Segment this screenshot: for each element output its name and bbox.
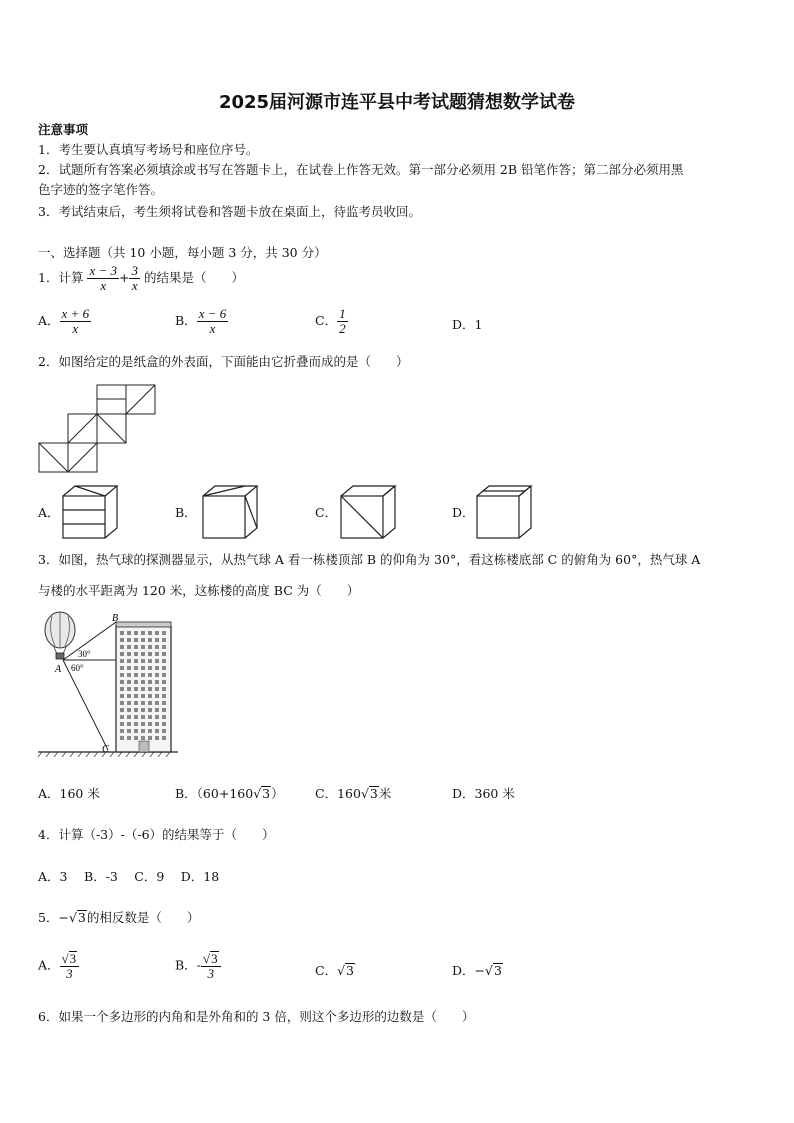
building-window: [148, 673, 152, 677]
building-window: [148, 736, 152, 740]
building-window: [162, 659, 166, 663]
q2-option-d: D．: [452, 505, 475, 520]
q4-options: A．3 B．-3 C．9 D．18: [38, 869, 220, 884]
q1-option-d: D．1: [452, 317, 483, 332]
building-window: [141, 659, 145, 663]
building-window: [127, 659, 131, 663]
q2-cube-c: [338, 484, 400, 542]
building-window: [141, 666, 145, 670]
building-window: [155, 673, 159, 677]
building-window: [148, 652, 152, 656]
building-window: [127, 708, 131, 712]
q1-option-b: B． $\frac{x - 6}{x}$: [175, 306, 227, 336]
question-3-line-1: 3．如图，热气球的探测器显示，从热气球 A 看一栋楼顶部 B 的仰角为 30°，看这栋楼底部 C 的俯角为 60°，热气球 A: [38, 552, 701, 567]
q3-option-b: B．（60+160√3）: [175, 786, 284, 801]
building-window: [155, 645, 159, 649]
building-window: [134, 694, 138, 698]
angle-60-label: 60°: [71, 663, 84, 673]
building-window: [120, 694, 124, 698]
question-4: 4．计算（-3）-（-6）的结果等于（ ）: [38, 827, 275, 842]
q2-cube-d: [474, 484, 536, 542]
building-window: [127, 673, 131, 677]
building-window: [134, 708, 138, 712]
building-window: [155, 687, 159, 691]
building-window: [155, 652, 159, 656]
question-5: 5．−√3的相反数是（ ）: [38, 910, 200, 925]
building-window: [141, 694, 145, 698]
q5-option-a: A． $\frac{√3}{3}$: [38, 951, 79, 981]
section-heading: 一、选择题（共 10 小题，每小题 3 分，共 30 分）: [38, 245, 327, 260]
building-window: [127, 694, 131, 698]
building-window: [162, 680, 166, 684]
building-window: [162, 652, 166, 656]
building-window: [120, 638, 124, 642]
building-window: [141, 673, 145, 677]
building-window: [162, 666, 166, 670]
building-window: [141, 645, 145, 649]
building-window: [162, 694, 166, 698]
building-window: [134, 722, 138, 726]
building-window: [148, 715, 152, 719]
building-window: [162, 708, 166, 712]
building-window: [120, 666, 124, 670]
building-window: [134, 638, 138, 642]
building-window: [127, 687, 131, 691]
building-window: [155, 736, 159, 740]
building-window: [141, 701, 145, 705]
building-window: [162, 673, 166, 677]
point-b-label: B: [112, 613, 119, 624]
q2-option-c: C．: [315, 505, 338, 520]
building-window: [127, 701, 131, 705]
building-window: [134, 701, 138, 705]
building-window: [162, 638, 166, 642]
question-1: 1．计算 $\frac{x - 3}{x}$ + $\frac{3}{x}$ 的结果是（ ）: [38, 263, 244, 293]
building-window: [134, 673, 138, 677]
building-window: [148, 680, 152, 684]
q2-option-a: A．: [38, 505, 60, 520]
building-window: [141, 652, 145, 656]
building-window: [148, 666, 152, 670]
building-window: [120, 680, 124, 684]
building-window: [134, 680, 138, 684]
building-window: [120, 645, 124, 649]
building-window: [120, 631, 124, 635]
building-window: [155, 666, 159, 670]
building-window: [155, 701, 159, 705]
balloon-building-figure: [38, 610, 178, 758]
q3-option-a: A．160 米: [38, 786, 100, 801]
building-window: [120, 659, 124, 663]
building-window: [127, 645, 131, 649]
building-window: [127, 638, 131, 642]
cube-net-figure: [38, 384, 163, 476]
q5-option-d: D．−√3: [452, 963, 502, 978]
building-window: [127, 729, 131, 733]
building-window: [148, 659, 152, 663]
building-window: [141, 638, 145, 642]
building-window: [120, 673, 124, 677]
building-window: [155, 694, 159, 698]
building-window: [127, 666, 131, 670]
building-window: [155, 638, 159, 642]
building-window: [134, 729, 138, 733]
q3-option-c: C．160√3米: [315, 786, 392, 801]
q2-cube-a: [60, 484, 122, 542]
building-window: [127, 680, 131, 684]
q5-option-b: B．- $\frac{√3}{3}$: [175, 951, 221, 981]
building-window: [155, 659, 159, 663]
building-window: [141, 687, 145, 691]
building-window: [134, 736, 138, 740]
building-window: [141, 708, 145, 712]
building-window: [162, 722, 166, 726]
building-window: [141, 715, 145, 719]
notice-item-2-cont: 色字迹的签字笔作答。: [38, 182, 164, 197]
building-window: [148, 708, 152, 712]
building-window: [148, 645, 152, 649]
building-window: [120, 708, 124, 712]
question-3-line-2: 与楼的水平距离为 120 米，这栋楼的高度 BC 为（ ）: [38, 583, 360, 598]
building-window: [120, 701, 124, 705]
question-2: 2．如图给定的是纸盒的外表面，下面能由它折叠而成的是（ ）: [38, 354, 409, 369]
building-window: [148, 638, 152, 642]
building-window: [155, 708, 159, 712]
notice-item-3: 3．考试结束后，考生须将试卷和答题卡放在桌面上，待监考员收回。: [38, 204, 421, 219]
building-window: [134, 666, 138, 670]
building-window: [141, 729, 145, 733]
building-window: [155, 680, 159, 684]
building-window: [162, 729, 166, 733]
angle-30-label: 30°: [78, 649, 91, 659]
point-a-label: A: [55, 664, 62, 675]
building-window: [141, 680, 145, 684]
building-window: [120, 652, 124, 656]
building-window: [120, 729, 124, 733]
building-window: [162, 701, 166, 705]
building-window: [127, 715, 131, 719]
building-window: [148, 729, 152, 733]
notice-item-2: 2．试题所有答案必须填涂或书写在答题卡上，在试卷上作答无效。第一部分必须用 2B 铅笔作答；第二部分必须用黑: [38, 162, 684, 177]
building-window: [127, 631, 131, 635]
building-window: [162, 631, 166, 635]
building-window: [134, 715, 138, 719]
building-window: [148, 631, 152, 635]
notice-item-1: 1．考生要认真填写考场号和座位序号。: [38, 142, 259, 157]
q1-option-a: A． $\frac{x + 6}{x}$: [38, 306, 90, 336]
building-window: [155, 729, 159, 733]
q2-option-b: B．: [175, 505, 197, 520]
page-title: 2025届河源市连平县中考试题猜想数学试卷: [218, 92, 576, 113]
building-window: [120, 687, 124, 691]
building-window: [134, 659, 138, 663]
building-window: [162, 736, 166, 740]
building-window: [148, 687, 152, 691]
building-window: [127, 652, 131, 656]
building-window: [127, 722, 131, 726]
question-6: 6．如果一个多边形的内角和是外角和的 3 倍，则这个多边形的边数是（ ）: [38, 1009, 475, 1024]
building-window: [134, 652, 138, 656]
q2-cube-b: [200, 484, 262, 542]
notice-heading: 注意事项: [38, 122, 89, 137]
building-window: [148, 694, 152, 698]
building-window: [134, 687, 138, 691]
building-window: [120, 722, 124, 726]
building-window: [162, 687, 166, 691]
building-window: [148, 701, 152, 705]
point-c-label: C: [102, 744, 109, 755]
building-window: [155, 631, 159, 635]
building-window: [120, 736, 124, 740]
building-window: [120, 715, 124, 719]
building-window: [141, 631, 145, 635]
building-window: [134, 645, 138, 649]
building-window: [162, 645, 166, 649]
building-window: [155, 715, 159, 719]
building-window: [155, 722, 159, 726]
q3-option-d: D．360 米: [452, 786, 515, 801]
q5-option-c: C．√3: [315, 963, 354, 978]
building-window: [148, 722, 152, 726]
building-window: [127, 736, 131, 740]
building-window: [141, 722, 145, 726]
building-window: [141, 736, 145, 740]
building-window: [134, 631, 138, 635]
building-window: [162, 715, 166, 719]
q1-option-c: C． $\frac{1}{2}$: [315, 306, 346, 336]
